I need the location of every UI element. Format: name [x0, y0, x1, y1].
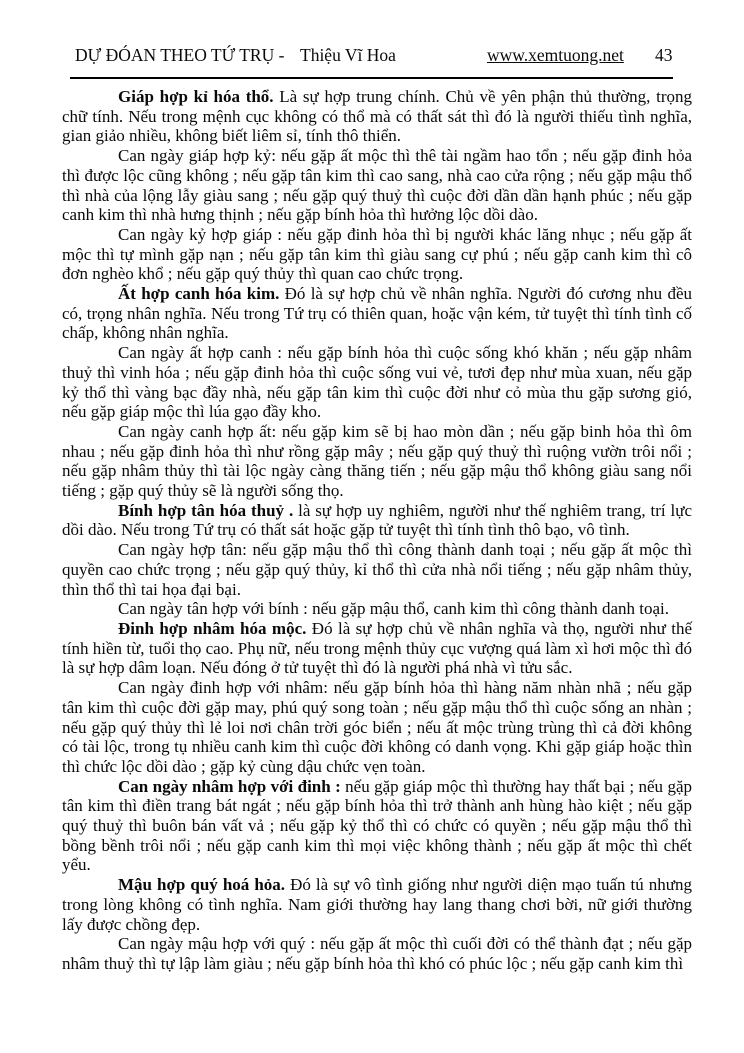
paragraph [62, 343, 692, 422]
paragraph-text: Đó là sự hợp chủ về nhân nghĩa và thọ, người như thế tính hiền từ, tuổi thọ cao. Phụ nữ, nếu trong mệnh thủy cục vượng quá làm xì hơi mộc thì đó là sự hợp dâm loạn. Nếu đóng ở tử tuyệt thì đó là người phá nhà vì tửu sắc. [62, 618, 693, 678]
paragraph-text: là sự hợp uy nghiêm, người như thế nghiêm trang, trí lực dồi dào. Nếu trong Tứ trụ có thất sát hoặc gặp tử tuyệt thì tính tình thô bạo, vô tình. [62, 500, 693, 540]
paragraph [62, 934, 692, 973]
paragraph-lead-bold: Giáp hợp kỉ hóa thổ. [118, 87, 274, 106]
paragraph [62, 777, 692, 876]
paragraph-text: Can ngày giáp hợp kỷ: nếu gặp ất mộc thì thê tài ngầm hao tổn ; nếu gặp đinh hỏa thì được lộc cũng không ; nếu gặp tân kim thì cao sang, nhà cao cửa rộng ; nếu gặp mậu thổ thì nhà của lộng lẫy giàu sang ; nếu gặp quý thuỷ thì cuộc đời dần dần hạnh phúc ; nếu gặp canh kim thì nhà hưng thịnh ; nếu gặp bính hỏa thì hưởng lộc dồi dào. [62, 146, 692, 225]
paragraph-text: Can ngày hợp tân: nếu gặp mậu thổ thì công thành danh toại ; nếu gặp ất mộc thì quyền cao chức trọng ; nếu gặp quý thủy, kỉ thổ thì cửa nhà nổi tiếng ; nếu gặp nhâm thủy, thìn thổ thì tai họa đại bại. [62, 540, 692, 599]
page-body [62, 87, 692, 974]
paragraph [62, 146, 692, 225]
paragraph-lead-bold: Can ngày nhâm hợp với đinh : [118, 776, 341, 796]
paragraph-text: Can ngày canh hợp ất: nếu gặp kim sẽ bị hao mòn dần ; nếu gặp binh hỏa thì ôm nhau ; nếu gặp đinh hỏa thì như rồng gặp mây ; nếu gặp quý thuỷ thì ruộng vườn trôi nổi ; nếu gặp nhâm thủy thì tài lộc ngày càng thăng tiến ; nếu gặp mậu thổ không giàu sang nổi tiếng ; gặp quý thủy sẽ là người sống thọ. [62, 421, 692, 501]
paragraph-text: Đó là sự hợp chủ về nhân nghĩa. Người đó cương nhu đều có, trọng nhân nghĩa. Nếu trong Tứ trụ có thiên quan, hoặc vận kém, tử tuyệt thì tính tình cố chấp, không nhân nghĩa. [62, 284, 692, 343]
paragraph [62, 875, 692, 934]
book-title: DỰ ĐÓAN THEO TỨ TRỤ - [75, 45, 285, 65]
paragraph-lead-bold: Mậu hợp quý hoá hỏa. [118, 875, 286, 895]
paragraph-text: Đó là sự vô tình giống như người diện mạo tuấn tú nhưng trong lòng không có tình nghĩa. Nam giới thường hay lang thang chơi bời, nữ giới thường lấy được chồng đẹp. [62, 875, 693, 934]
paragraph [62, 540, 692, 599]
paragraph [62, 225, 692, 284]
paragraph [62, 87, 692, 146]
website-link[interactable]: www.xemtuong.net [487, 45, 624, 65]
paragraph [62, 422, 692, 501]
paragraph-text: Can ngày tân hợp với bính : nếu gặp mậu thổ, canh kim thì công thành danh toại. [118, 599, 670, 619]
paragraph-lead-bold: Bính hợp tân hóa thuỷ . [118, 500, 294, 520]
page-number: 43 [655, 45, 673, 65]
paragraph [62, 501, 692, 540]
author-name: Thiệu Vĩ Hoa [300, 45, 396, 65]
page-header [0, 45, 744, 67]
paragraph-text: Can ngày kỷ hợp giáp : nếu gặp đinh hỏa thì bị người khác lăng nhục ; nếu gặp ất mộc thì tự mình gặp nạn ; nếu gặp tân kim thì giàu sang cự phú ; nếu gặp canh kim thì cô đơn nghèo khổ ; nếu gặp quý thủy thì quan cao chức trọng. [62, 224, 692, 284]
paragraph-text: Can ngày ất hợp canh : nếu gặp bính hỏa thì cuộc sống khó khăn ; nếu gặp nhâm thuỷ thì vinh hóa ; nếu gặp đinh hỏa thì cuộc sống vui vẻ, tươi đẹp như mùa xuan, nếu gặp kỷ thổ thì vàng bạc đầy nhà, nếu gặp tân kim thì cuộc đời như cỏ mùa thu gặp sương gió, nếu gặp giáp mộc thì lúa gạo đầy kho. [62, 343, 692, 422]
paragraph-lead-bold: Ất hợp canh hóa kim. [118, 284, 280, 304]
paragraph [62, 599, 692, 619]
paragraph-text: Can ngày mậu hợp với quý : nếu gặp ất mộc thì cuối đời có thể thành đạt ; nếu gặp nhâm thuỷ thì tự lập làm giàu ; nếu gặp bính hỏa thì khó có phúc lộc ; nếu gặp canh kim thì [62, 934, 692, 973]
paragraph [62, 678, 692, 777]
header-rule [70, 77, 673, 79]
paragraph-lead-bold: Đinh hợp nhâm hóa mộc. [118, 618, 307, 638]
paragraph [62, 284, 692, 343]
paragraph-text: Can ngày đinh hợp với nhâm: nếu gặp bính hỏa thì hàng năm nhàn nhã ; nếu gặp tân kim thì cuộc đời gặp may, phú quý song toàn ; nếu gặp mậu thổ thì cuộc sống an nhàn ; nếu gặp quý thủy thì lẻ loi nơi chân trời góc biển ; nếu ất mộc trùng trùng thì cả đời không có tài lộc, trong tụ nhiều canh kim thì cuộc đời không có danh vọng. Khi gặp giáp hoặc thìn thì chức lộc dồi dào ; gặp kỷ cùng dậu chức vẹn toàn. [62, 678, 692, 776]
paragraph [62, 619, 692, 678]
paragraph-text: Là sự hợp trung chính. Chủ về yên phận thủ thường, trọng chữ tính. Nếu trong mệnh cục không có thổ mà có thất sát thì đó là người thiếu tình nghĩa, gian giảo nhiều, không biết liêm sỉ, tính thô thiển. [62, 87, 692, 146]
paragraph-text: nếu gặp giáp mộc thì thường hay thất bại ; nếu gặp tân kim thì điền trang bát ngát ; nếu gặp bính hỏa thì trở thành anh hùng hào kiệt ; nếu gặp quý thuỷ thì buôn bán vất vả ; nếu gặp kỷ thổ thì có chức có quyền ; nếu gặp mậu thổ thì bồng bềnh trôi nổi ; nếu gặp canh kim thì mọi việc không thành ; nếu gặp ất mộc thì chết yểu. [62, 776, 692, 875]
